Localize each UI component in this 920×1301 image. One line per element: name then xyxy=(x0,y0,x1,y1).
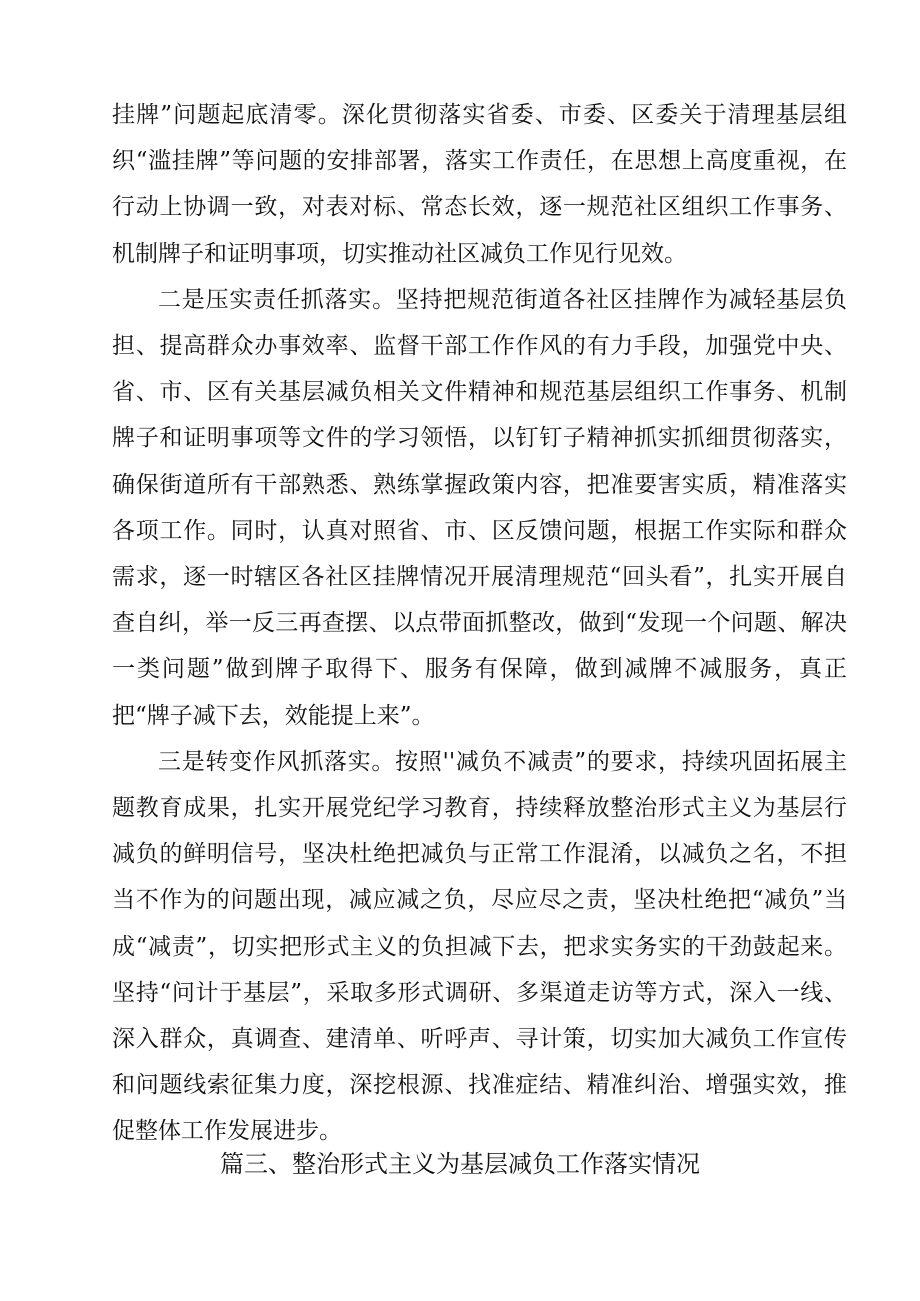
section-title: 篇三、整治形式主义为基层减负工作落实情况 xyxy=(220,1150,700,1178)
paragraph-continuation: 挂牌”问题起底清零。深化贯彻落实省委、市委、区委关于清理基层组织“滥挂牌”等问题的安排部署，落实工作责任，在思想上高度重视，在行动上协调一致，对表对标、常态长效，逐一规范社区组织工作事务、机制牌子和证明事项，切实推动社区减负工作见行见效。 xyxy=(112,102,847,267)
document-body xyxy=(112,92,847,1155)
paragraph-responsibility: 二是压实责任抓落实。坚持把规范街道各社区挂牌作为减轻基层负担、提高群众办事效率、监督干部工作作风的有力手段，加强党中央、省、市、区有关基层减负相关文件精神和规范基层组织工作事务、机制牌子和证明事项等文件的学习领悟，以钉钉子精神抓实抓细贯彻落实，确保街道所有干部熟悉、熟练掌握政策内容，把准要害实质，精准落实各项工作。同时，认真对照省、市、区反馈问题，根据工作实际和群众需求，逐一时辖区各社区挂牌情况开展清理规范“回头看”，扎实开展自查自纠，举一反三再查摆、以点带面抓整改，做到“发现一个问题、解决一类问题”做到牌子取得下、服务有保障，做到减牌不减服务，真正把“牌子减下去，效能提上来”。 xyxy=(112,286,847,729)
paragraph-work-style: 三是转变作风抓落实。按照''减负不减责”的要求，持续巩固拓展主题教育成果，扎实开展党纪学习教育，持续释放整治形式主义为基层行减负的鲜明信号，坚决杜绝把减负与正常工作混淆，以减负之名，不担当不作为的问题出现，减应减之负，尽应尽之责，坚决杜绝把“减负”当成“减责”，切实把形式主义的负担减下去，把求实务实的干劲鼓起来。坚持“问计于基层”，采取多形式调研、多渠道走访等方式，深入一线、深入群众，真调查、建清单、听呼声、寻计策，切实加大减负工作宣传和问题线索征集力度，深挖根源、找准症结、精准纠治、增强实效，推促整体工作发展进步。 xyxy=(112,748,847,1145)
